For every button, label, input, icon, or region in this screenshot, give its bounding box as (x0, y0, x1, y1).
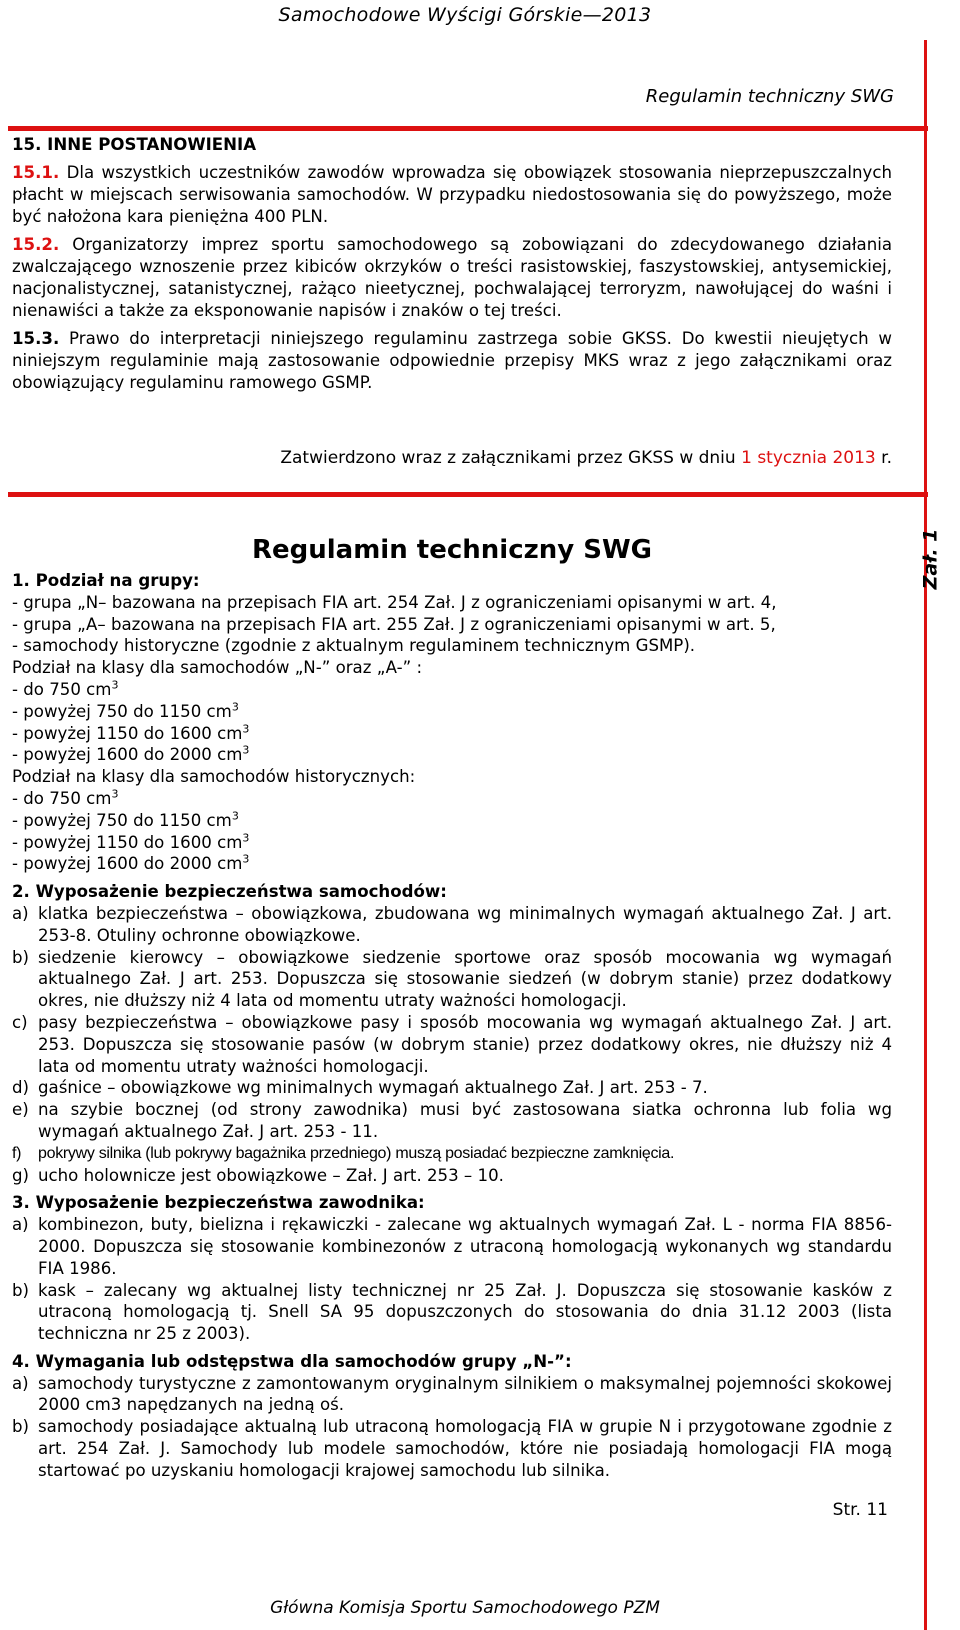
top-red-rule (8, 126, 928, 131)
paragraph-15-1 (12, 162, 892, 228)
class-line: - do 750 $cm^3$ (12, 787, 119, 808)
annex-section-4-heading: 4. Wymagania lub odstępstwa dla samochodów grupy „N-”: (12, 1351, 572, 1371)
footer-org: Główna Komisja Sportu Samochodowego PZM (270, 1598, 660, 1618)
paragraph-15-3 (12, 328, 892, 394)
annex-title: Regulamin techniczny SWG (251, 535, 652, 565)
paragraph-15-2 (12, 234, 892, 322)
classes-na-heading: Podział na klasy dla samochodów „N-” oraz „A-” : (12, 658, 423, 678)
list-item: e) na szybie bocznej (od strony zawodnika) musi być zastosowana siatka ochronna lub folia wg wymagań aktualnego Zał. J art. 253 - 11. (12, 1100, 892, 1141)
annex-section-3-heading: 3. Wyposażenie bezpieczeństwa zawodnika: (12, 1193, 425, 1213)
approval-line (12, 448, 892, 468)
list-item: c) pasy bezpieczeństwa – obowiązkowe pasy i sposób mocowania wg wymagań aktualnego Zał. J art. 253. Dopuszcza się stosowanie pasów (w dobrym stanie) przez dodatkowy okres, nie dłuższy niż 4 lata od momentu utraty ważności homologacji. (12, 1012, 892, 1076)
approval-text: Zatwierdzono wraz z załącznikami przez GKSS w dniu (280, 448, 742, 468)
list-item: b) kask – zalecany wg aktualnej listy technicznej nr 25 Zał. J. Dopuszcza się stosowanie kasków z utraconą homologacją tj. Snell SA 95 dopuszczonych do stosowania do dnia 31.12 2003 (lista techniczna nr 25 z 2003). (12, 1280, 892, 1344)
paragraph-number: 15.1. (12, 163, 60, 182)
list-item: f) pokrywy silnika (lub pokrywy bagażnika przedniego) muszą posiadać bezpieczne zamknięcia. (12, 1144, 675, 1162)
paragraph-number: 15.3. (12, 329, 60, 348)
class-line: - do 750 $cm^3$ (12, 678, 119, 699)
list-item: a) kombinezon, buty, bielizna i rękawiczki - zalecane wg aktualnych wymagań Zał. L - norma FIA 8856-2000. Dopuszcza się stosowanie kombinezonów z utraconą homologacją wykonanych wg standardu FIA 1986. (12, 1215, 892, 1278)
annex-section-2-heading: 2. Wyposażenie bezpieczeństwa samochodów: (12, 882, 447, 902)
paragraph-text: Organizatorzy imprez sportu samochodowego są zobowiązani do zdecydowanego działania zwalczającego wznoszenie przez kibiców okrzyków o treści rasistowskiej, faszystowskiej, antysemickiej, nacjonalistycznej, satanistycznej, rażąco nieetycznej, pochwalającej terroryzm, nawołującej do waśni i nienawiści a także za eksponowanie napisów i znaków o tej treści. (12, 235, 892, 320)
middle-red-rule (8, 492, 928, 497)
list-item: d) gaśnice – obowiązkowe wg minimalnych wymagań aktualnego Zał. J art. 253 - 7. (12, 1078, 708, 1098)
group-line: - samochody historyczne (zgodnie z aktualnym regulaminem technicznym GSMP). (12, 636, 696, 656)
header-doc-ref: Regulamin techniczny SWG (645, 86, 894, 107)
approval-suffix: r. (875, 448, 892, 468)
annex-side-label: Zał. 1 (919, 528, 942, 590)
class-line: - powyżej 1150 do 1600 $cm^3$ (12, 722, 250, 743)
section-15 (12, 134, 892, 394)
list-item: b) samochody posiadające aktualną lub utraconą homologacją FIA w grupie N i przygotowane zgodnie z art. 254 Zał. J. Samochody lub modele samochodów, które nie posiadają homologacji FIA mogą startować po uzyskaniu homologacji krajowej samochodu lub silnika. (12, 1417, 892, 1480)
annex-section-1-heading: 1. Podział na grupy: (12, 571, 200, 590)
classes-hist-heading: Podział na klasy dla samochodów historycznych: (12, 767, 416, 787)
paragraph-text: Dla wszystkich uczestników zawodów wprowadza się obowiązek stosowania nieprzepuszczalnych płacht w miejscach serwisowania samochodów. W przypadku niedostosowania się do powyższego, może być nałożona kara pieniężna 400 PLN. (12, 163, 892, 226)
class-line: - powyżej 1600 do 2000 $cm^3$ (12, 852, 250, 874)
right-red-rule (924, 40, 927, 1630)
class-line: - powyżej 750 do 1150 $cm^3$ (12, 700, 239, 721)
annex-body (12, 570, 892, 1482)
class-line: - powyżej 1600 do 2000 $cm^3$ (12, 743, 250, 765)
list-item: a) klatka bezpieczeństwa – obowiązkowa, zbudowana wg minimalnych wymagań aktualnego Zał. J art. 253-8. Otuliny ochronne obowiązkowe. (12, 903, 892, 945)
list-item: g) ucho holownicze jest obowiązkowe – Zał. J art. 253 – 10. (12, 1165, 504, 1185)
paragraph-number: 15.2. (12, 235, 60, 254)
class-line: - powyżej 1150 do 1600 $cm^3$ (12, 831, 250, 852)
section-15-heading: 15. INNE POSTANOWIENIA (12, 135, 257, 154)
group-line: - grupa „A– bazowana na przepisach FIA art. 255 Zał. J z ograniczeniami opisanymi w art. 5, (12, 614, 776, 634)
paragraph-text: Prawo do interpretacji niniejszego regulaminu zastrzega sobie GKSS. Do kwestii nieujętych w niniejszym regulaminie mają zastosowanie odpowiednie przepisy MKS wraz z jego załącznikami oraz obowiązujący regulaminu ramowego GSMP. (12, 329, 892, 392)
list-item: b) siedzenie kierowcy – obowiązkowe siedzenie sportowe oraz sposób mocowania wg wymagań aktualnego Zał. J art. 253. Dopuszcza się stosowanie siedzeń (w dobrym stanie) przez dodatkowy okres, nie dłuższy niż 4 lata od momentu utraty ważności homologacji. (12, 947, 892, 1011)
header-title: Samochodowe Wyścigi Górskie—2013 (278, 4, 652, 26)
list-item: a) samochody turystyczne z zamontowanym oryginalnym silnikiem o maksymalnej pojemności skokowej 2000 cm3 napędzanych na jedną oś. (12, 1373, 892, 1415)
group-line: - grupa „N– bazowana na przepisach FIA art. 254 Zał. J z ograniczeniami opisanymi w art. 4, (12, 592, 777, 612)
class-line: - powyżej 750 do 1150 $cm^3$ (12, 809, 239, 830)
approval-date: 1 stycznia 2013 (741, 448, 876, 468)
page-number: Str. 11 (832, 1500, 888, 1520)
